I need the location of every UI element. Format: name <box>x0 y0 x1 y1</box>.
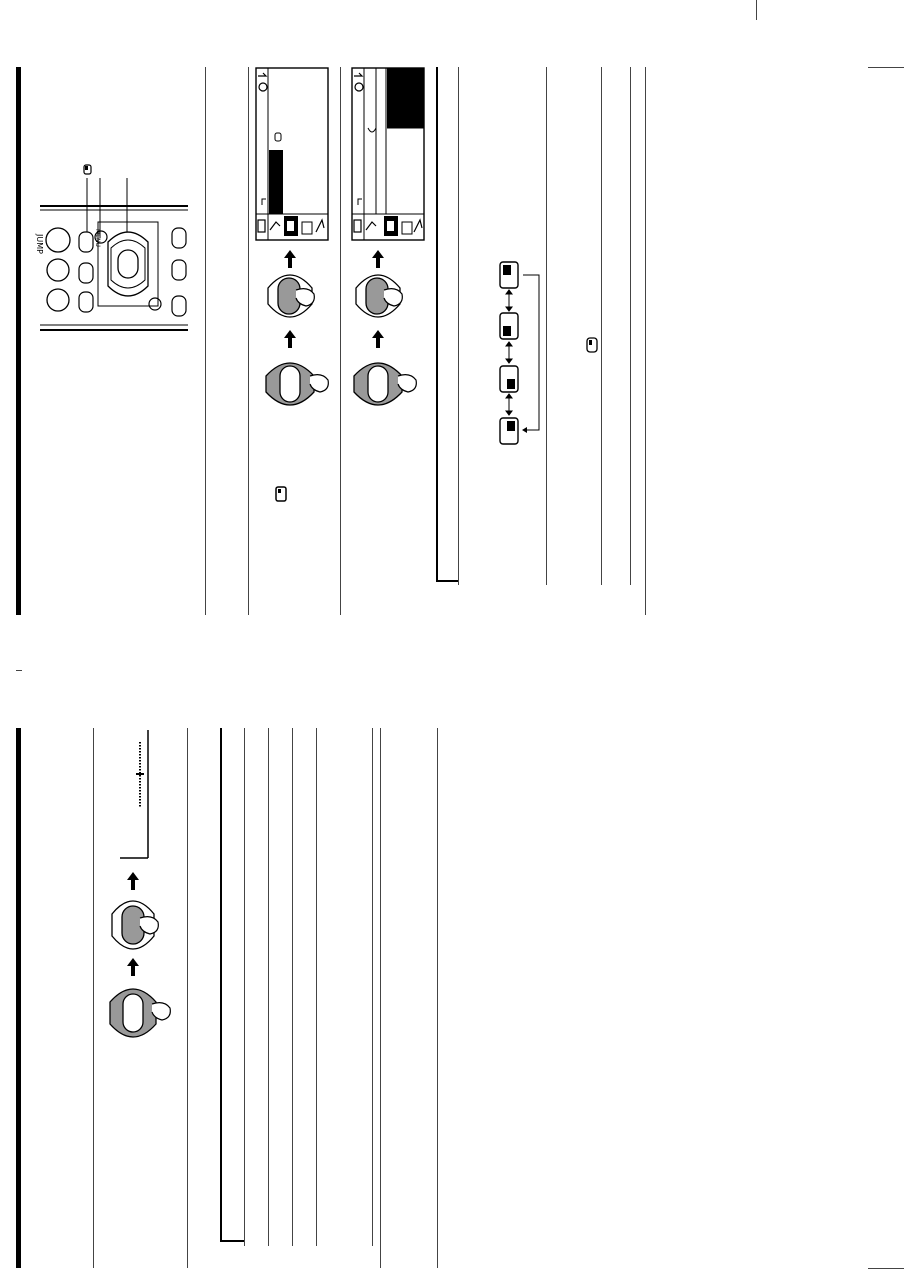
jump-label: JUMP <box>35 234 44 254</box>
menu-label: MENU <box>94 229 101 247</box>
